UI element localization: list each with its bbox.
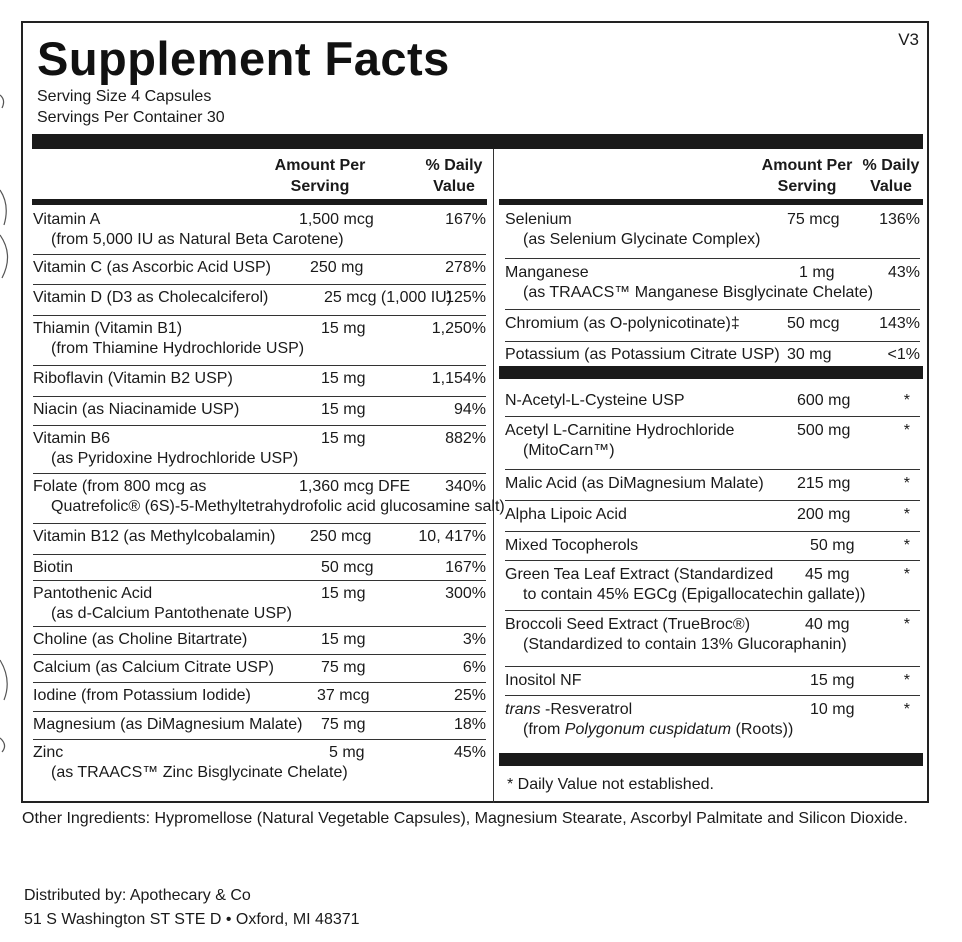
distributor-name: Distributed by: Apothecary & Co	[24, 887, 251, 904]
nutrient-name: Malic Acid (as DiMagnesium Malate)	[505, 475, 764, 492]
nutrient-name: Vitamin B12 (as Methylcobalamin)	[33, 528, 276, 545]
nutrient-daily-value: 300%	[445, 585, 486, 602]
nutrient-daily-value: *	[903, 422, 910, 439]
nutrient-amount: 45 mg	[805, 566, 850, 583]
nutrient-name: Alpha Lipoic Acid	[505, 506, 627, 523]
nutrient-amount: 37 mcg	[317, 687, 370, 704]
nutrient-row	[33, 315, 486, 365]
nutrient-daily-value: 167%	[445, 559, 486, 576]
right-section-bar	[499, 366, 923, 379]
nutrient-daily-value: 45%	[453, 744, 486, 761]
nutrient-amount: 40 mg	[805, 616, 850, 633]
nutrient-daily-value: 10, 417%	[418, 528, 486, 545]
serving-size: Serving Size 4 Capsules	[37, 88, 212, 105]
nutrient-row	[505, 259, 920, 309]
nutrient-row	[505, 470, 920, 500]
right-header-rule	[499, 199, 923, 205]
nutrient-row	[505, 611, 920, 666]
nutrient-name: Thiamin (Vitamin B1)	[33, 320, 183, 337]
nutrient-row	[505, 561, 920, 610]
nutrient-row	[33, 523, 486, 554]
nutrient-amount: 15 mg	[321, 320, 366, 337]
nutrient-source: (as TRAACS™ Zinc Bisglycinate Chelate)	[51, 764, 348, 781]
nutrient-row	[33, 396, 486, 425]
nutrient-amount: 10 mg	[810, 701, 855, 718]
nutrient-name: Iodine (from Potassium Iodide)	[33, 687, 251, 704]
servings-per-container: Servings Per Container 30	[37, 109, 225, 126]
nutrient-row	[33, 206, 486, 254]
right-dv-header: % Daily Value	[862, 157, 920, 195]
nutrient-daily-value: 25%	[453, 687, 486, 704]
nutrient-source: (as Pyridoxine Hydrochloride USP)	[51, 450, 299, 467]
nutrient-amount: 500 mg	[797, 422, 851, 439]
nutrient-daily-value: *	[903, 537, 910, 554]
other-ingredients: Other Ingredients: Hypromellose (Natural Vegetable Capsules), Magnesium Stearate, Ascorbyl Palmitate and Silicon Dioxide.	[22, 810, 908, 827]
nutrient-name: Pantothenic Acid	[33, 585, 153, 602]
nutrient-name: Potassium (as Potassium Citrate USP)	[505, 346, 780, 363]
nutrient-row	[33, 580, 486, 626]
nutrient-name: N-Acetyl-L-Cysteine USP	[505, 392, 685, 409]
nutrient-daily-value: 125%	[445, 289, 486, 306]
nutrient-source: (as Selenium Glycinate Complex)	[523, 231, 761, 248]
nutrient-amount: 600 mg	[797, 392, 851, 409]
version-label: V3	[898, 30, 919, 49]
nutrient-row	[505, 387, 920, 416]
nutrient-row	[33, 739, 486, 799]
nutrient-name: Chromium (as O-polynicotinate)‡	[505, 315, 740, 332]
left-amount-header: Amount Per Serving	[274, 157, 366, 195]
nutrient-daily-value: 6%	[462, 659, 486, 676]
right-bottom-bar	[499, 753, 923, 766]
nutrient-name: Manganese	[505, 264, 589, 281]
nutrient-source: (as TRAACS™ Manganese Bisglycinate Chelate)	[523, 284, 874, 301]
nutrient-daily-value: *	[903, 616, 910, 633]
nutrient-amount: 1,360 mcg DFE	[299, 478, 411, 495]
nutrient-name: Acetyl L-Carnitine Hydrochloride	[505, 422, 735, 439]
nutrient-amount: 15 mg	[321, 370, 366, 387]
nutrient-name: trans -Resveratrol	[505, 701, 633, 718]
nutrient-daily-value: *	[903, 475, 910, 492]
nutrient-daily-value: 340%	[445, 478, 486, 495]
footnote: * Daily Value not established.	[507, 776, 714, 793]
nutrient-daily-value: 882%	[445, 430, 486, 447]
nutrient-daily-value: 18%	[453, 716, 486, 733]
nutrient-source: (from 5,000 IU as Natural Beta Carotene)	[51, 231, 344, 248]
nutrient-row	[33, 554, 486, 580]
nutrient-amount: 215 mg	[797, 475, 851, 492]
nutrient-row	[33, 365, 486, 396]
distributor-address: 51 S Washington ST STE D • Oxford, MI 48371	[24, 911, 360, 928]
nutrient-row	[33, 654, 486, 682]
nutrient-row	[505, 667, 920, 695]
nutrient-amount: 15 mg	[321, 430, 366, 447]
nutrient-name: Biotin	[33, 559, 74, 576]
nutrient-source: (Standardized to contain 13% Glucoraphanin)	[523, 636, 847, 653]
nutrient-daily-value: 1,250%	[431, 320, 486, 337]
page-title: Supplement Facts	[37, 32, 450, 85]
nutrient-name: Selenium	[505, 211, 572, 228]
nutrient-name: Vitamin C (as Ascorbic Acid USP)	[33, 259, 272, 276]
nutrient-name: Vitamin B6	[33, 430, 111, 447]
nutrient-row	[505, 341, 920, 366]
leaf-decoration-icon	[0, 0, 14, 942]
nutrient-name: Calcium (as Calcium Citrate USP)	[33, 659, 274, 676]
nutrient-source: (from Polygonum cuspidatum (Roots))	[523, 721, 794, 738]
nutrient-row	[33, 682, 486, 711]
nutrient-name: Niacin (as Niacinamide USP)	[33, 401, 240, 418]
nutrient-daily-value: 1,154%	[431, 370, 486, 387]
nutrient-daily-value: *	[903, 392, 910, 409]
nutrient-name: Green Tea Leaf Extract (Standardized	[505, 566, 774, 583]
nutrient-row	[33, 254, 486, 284]
nutrient-name: Vitamin A	[33, 211, 101, 228]
nutrient-daily-value: 143%	[879, 315, 920, 332]
nutrient-daily-value: *	[903, 672, 910, 689]
nutrient-row	[33, 711, 486, 739]
nutrient-row	[33, 626, 486, 654]
nutrient-name: Vitamin D (D3 as Cholecalciferol)	[33, 289, 269, 306]
nutrient-row	[505, 501, 920, 531]
nutrient-name: Zinc	[33, 744, 64, 761]
nutrient-row	[505, 310, 920, 341]
nutrient-daily-value: <1%	[887, 346, 920, 363]
nutrient-source: Quatrefolic® (6S)-5-Methyltetrahydrofolic acid glucosamine salt)	[51, 498, 505, 515]
nutrient-row	[505, 417, 920, 469]
nutrient-amount: 50 mcg	[321, 559, 374, 576]
nutrient-daily-value: 43%	[887, 264, 920, 281]
nutrient-amount: 75 mg	[321, 716, 366, 733]
nutrient-name: Broccoli Seed Extract (TrueBroc®)	[505, 616, 751, 633]
header-bar	[32, 134, 923, 149]
nutrient-source: (from Thiamine Hydrochloride USP)	[51, 340, 305, 357]
nutrient-daily-value: 136%	[879, 211, 920, 228]
right-amount-header: Amount Per Serving	[761, 157, 853, 195]
supplement-facts-panel	[21, 21, 929, 803]
nutrient-source: (as d-Calcium Pantothenate USP)	[51, 605, 292, 622]
nutrient-daily-value: *	[903, 566, 910, 583]
nutrient-row	[33, 473, 505, 523]
nutrient-amount: 15 mg	[810, 672, 855, 689]
nutrient-row	[505, 206, 920, 258]
nutrient-row	[33, 284, 486, 315]
nutrient-daily-value: 3%	[462, 631, 486, 648]
nutrient-source: (MitoCarn™)	[523, 442, 615, 459]
nutrient-amount: 15 mg	[321, 585, 366, 602]
nutrient-daily-value: 94%	[453, 401, 486, 418]
nutrient-row	[505, 696, 920, 752]
nutrient-amount: 15 mg	[321, 631, 366, 648]
nutrient-amount: 200 mg	[797, 506, 851, 523]
nutrient-amount: 75 mg	[321, 659, 366, 676]
nutrient-name: Riboflavin (Vitamin B2 USP)	[33, 370, 233, 387]
left-dv-header: % Daily Value	[425, 157, 483, 195]
nutrient-name: Folate (from 800 mcg as	[33, 478, 207, 495]
nutrient-amount: 15 mg	[321, 401, 366, 418]
nutrient-amount: 250 mg	[310, 259, 364, 276]
nutrient-name: Inositol NF	[505, 672, 582, 689]
nutrient-amount: 1,500 mcg	[299, 211, 374, 228]
nutrient-amount: 25 mcg (1,000 IU)	[324, 289, 453, 306]
nutrient-amount: 50 mg	[810, 537, 855, 554]
nutrient-row	[505, 532, 920, 560]
nutrient-daily-value: 167%	[445, 211, 486, 228]
nutrient-source: to contain 45% EGCg (Epigallocatechin gallate))	[523, 586, 866, 603]
nutrient-name: Mixed Tocopherols	[505, 537, 639, 554]
nutrient-daily-value: *	[903, 701, 910, 718]
nutrient-amount: 50 mcg	[787, 315, 840, 332]
nutrient-amount: 1 mg	[799, 264, 835, 281]
nutrient-row	[33, 425, 486, 473]
nutrient-amount: 250 mcg	[310, 528, 372, 545]
nutrient-daily-value: 278%	[445, 259, 486, 276]
nutrient-amount: 75 mcg	[787, 211, 840, 228]
nutrient-daily-value: *	[903, 506, 910, 523]
nutrient-name: Choline (as Choline Bitartrate)	[33, 631, 248, 648]
nutrient-amount: 5 mg	[329, 744, 365, 761]
nutrient-amount: 30 mg	[787, 346, 832, 363]
column-divider	[493, 149, 494, 803]
left-header-rule	[32, 199, 487, 205]
nutrient-name: Magnesium (as DiMagnesium Malate)	[33, 716, 303, 733]
